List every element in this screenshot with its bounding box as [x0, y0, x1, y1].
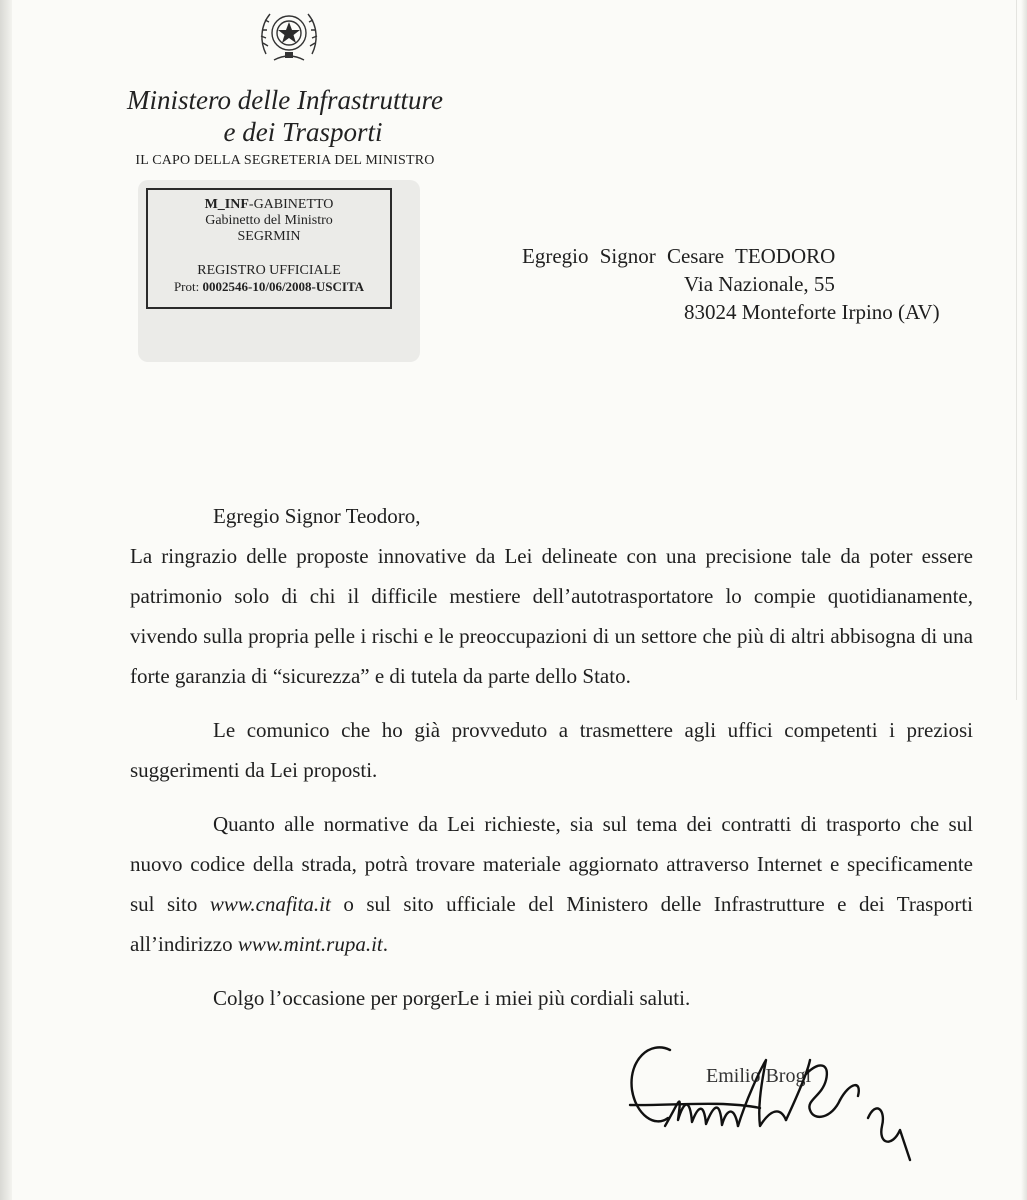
- recipient-address: [522, 242, 940, 326]
- stamp-protocol-number: Prot: 0002546-10/06/2008-USCITA: [173, 279, 365, 294]
- stamp-department: Gabinetto del Ministro: [205, 213, 333, 228]
- letter-body: [130, 496, 973, 1018]
- stamp-office-code: SEGRMIN: [237, 229, 301, 244]
- letter-salutation: Egregio Signor Teodoro,: [213, 504, 421, 528]
- stamp-register: REGISTRO UFFICIALE: [197, 263, 341, 278]
- page-edge-left: [0, 0, 12, 1200]
- recipient-street: Via Nazionale, 55: [684, 272, 835, 296]
- letterhead: [110, 84, 460, 169]
- ministry-name-line-2: e dei Trasporti: [223, 117, 383, 147]
- letter-paragraph-3: Quanto alle normative da Lei richieste, sia sul tema dei contratti di trasporto che sul nuovo codice della strada, potrà trovare materiale aggiornato attraverso Internet e specificamente sul sito www.cnafita.it o sul sito ufficiale del Ministero delle Infrastrutture e dei Trasporti all’indirizzo www.mint.rupa.it.: [130, 812, 973, 956]
- letter-closing: Colgo l’occasione per porgerLe i miei più cordiali saluti.: [213, 986, 691, 1010]
- recipient-city: 83024 Monteforte Irpino (AV): [684, 300, 940, 324]
- handwritten-signature: [610, 1030, 940, 1180]
- stamp-code: M_INF-GABINETTO: [204, 197, 334, 212]
- website-mint: www.mint.rupa.it: [237, 932, 383, 956]
- signatory-name: Emilio Brogi: [706, 1065, 811, 1087]
- letter-paragraph-1: La ringrazio delle proposte innovative da Lei delineate con una precisione tale da poter essere patrimonio solo di chi il difficile mestiere dell’autotrasportatore lo compie quotidianamente, vivendo sulla propria pelle i rischi e le preoccupazioni di un settore che più di altri abbisogna di una forte garanzia di “sicurezza” e di tutela da parte dello Stato.: [130, 544, 973, 688]
- recipient-name: Egregio Signor Cesare TEODORO: [522, 244, 836, 268]
- office-title: IL CAPO DELLA SEGRETERIA DEL MINISTRO: [135, 153, 435, 168]
- ministry-name-line-1: Ministero delle Infrastrutture: [127, 85, 443, 115]
- protocol-stamp: [146, 188, 392, 309]
- website-cnafita: www.cnafita.it: [209, 892, 331, 916]
- scan-fold-line: [1016, 0, 1017, 700]
- page-edge-right: [1021, 0, 1027, 1200]
- letter-paragraph-2: Le comunico che ho già provveduto a trasmettere agli uffici competenti i preziosi suggerimenti da Lei proposti.: [130, 718, 973, 782]
- italian-republic-emblem-icon: [256, 2, 322, 68]
